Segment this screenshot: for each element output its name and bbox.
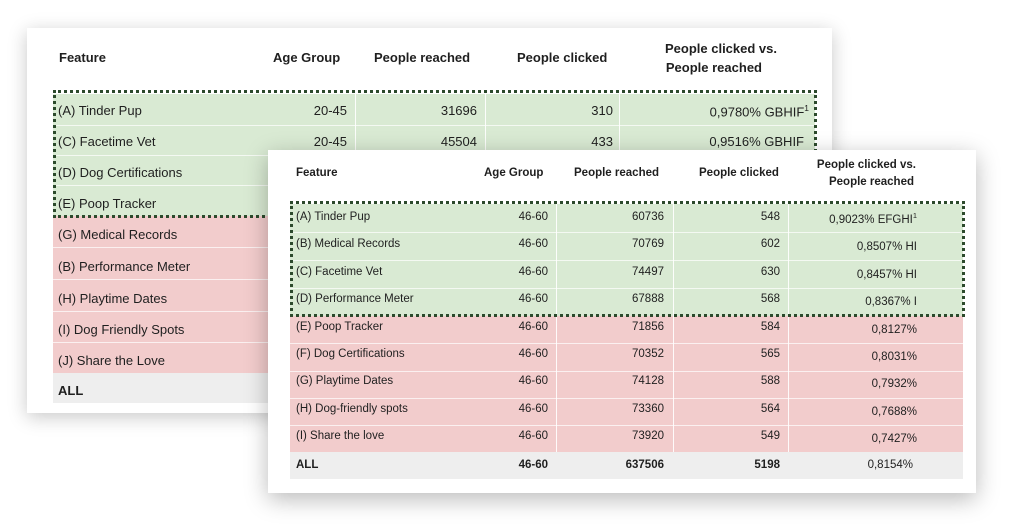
front-row-feature: (H) Dog-friendly spots — [296, 402, 408, 415]
front-row-reached: 73360 — [632, 402, 664, 415]
front-row-clicked: 564 — [760, 402, 780, 415]
back-row-feature: (A) Tinder Pup — [58, 103, 142, 118]
front-row-age: 46-60 — [518, 430, 548, 443]
back-row-age: 20-45 — [313, 103, 347, 118]
front-row-age: 46-60 — [518, 402, 548, 415]
front-total-clicked: 5198 — [754, 459, 780, 471]
back-header-ratio-line1: People clicked vs. — [664, 41, 777, 56]
front-row-ratio: 0,7688% — [871, 405, 917, 418]
front-row-feature: (F) Dog Certifications — [296, 348, 405, 360]
front-row-clicked: 630 — [760, 265, 780, 278]
back-row-feature: (G) Medical Records — [58, 227, 178, 242]
back-row-clicked: 433 — [591, 134, 613, 149]
front-row-feature: (A) Tinder Pup — [296, 211, 371, 223]
front-row-ratio: 0,8127% — [871, 323, 917, 336]
front-row-ratio: 0,9023% EFGHI$^1$ — [829, 211, 917, 226]
back-header-age-group: Age Group — [273, 50, 341, 65]
front-row-age: 46-60 — [518, 265, 548, 278]
front-total-reached: 637506 — [625, 459, 664, 471]
front-row-feature: (B) Medical Records — [296, 238, 401, 251]
back-row-ratio: 0,9516% GBHIF — [709, 134, 804, 149]
front-row-reached: 71856 — [632, 320, 664, 333]
back-header-people-reached: People reached — [374, 50, 471, 65]
front-row-reached: 70352 — [632, 348, 664, 360]
front-header-people-reached: People reached — [574, 167, 660, 179]
front-header-people-clicked: People clicked — [699, 167, 779, 179]
front-row-reached: 74128 — [632, 375, 664, 388]
front-row-clicked: 602 — [760, 238, 780, 251]
back-row-feature: (H) Playtime Dates — [58, 291, 168, 306]
back-row-clicked: 310 — [591, 103, 613, 118]
front-row-reached: 70769 — [632, 238, 664, 251]
front-row-ratio: 0,8457% HI — [856, 268, 917, 281]
back-total-label: ALL — [58, 383, 84, 398]
front-total-ratio: 0,8154% — [867, 459, 913, 471]
front-row-reached: 74497 — [632, 265, 664, 278]
front-row-reached: 73920 — [632, 430, 664, 443]
front-row-clicked: 584 — [760, 320, 780, 333]
back-row-feature: (I) Dog Friendly Spots — [58, 322, 185, 337]
back-row-feature: (C) Facetime Vet — [58, 134, 156, 149]
front-row-reached: 67888 — [632, 293, 664, 306]
front-row-reached: 60736 — [632, 211, 664, 223]
back-row-feature: (E) Poop Tracker — [58, 196, 157, 211]
front-row-age: 46-60 — [518, 320, 548, 333]
front-total-age: 46-60 — [518, 459, 548, 471]
front-row-clicked: 549 — [760, 430, 780, 443]
front-row-age: 46-60 — [518, 348, 548, 360]
back-row-reached: 45504 — [440, 134, 477, 149]
front-row-age: 46-60 — [518, 211, 548, 223]
back-header-feature: Feature — [59, 50, 106, 65]
front-row-ratio: 0,7427% — [871, 433, 917, 446]
front-row-ratio: 0,7932% — [871, 378, 917, 391]
front-header-feature: Feature — [296, 167, 338, 179]
back-row-ratio: 0,9780% GBHIF$^1$ — [709, 103, 809, 120]
front-row-feature: (I) Share the love — [296, 430, 385, 443]
front-row-clicked: 588 — [760, 375, 780, 388]
front-row-age: 46-60 — [518, 293, 548, 306]
front-table-card — [268, 150, 976, 493]
back-row-feature: (D) Dog Certifications — [58, 165, 183, 180]
front-total-label: ALL — [296, 459, 319, 471]
front-row-feature: (G) Playtime Dates — [296, 375, 394, 388]
front-row-clicked: 568 — [760, 293, 780, 306]
front-header-ratio-line2: People reached — [828, 176, 914, 188]
front-row-clicked: 548 — [760, 211, 780, 223]
front-header-age-group: Age Group — [484, 167, 544, 179]
front-row-feature: (D) Performance Meter — [296, 293, 414, 306]
front-row-age: 46-60 — [518, 238, 548, 251]
front-row-ratio: 0,8367% I — [865, 296, 917, 309]
front-row-ratio: 0,8507% HI — [856, 241, 917, 254]
back-header-ratio-line2: People reached — [665, 60, 762, 75]
back-header-people-clicked: People clicked — [517, 50, 608, 65]
front-row-feature: (E) Poop Tracker — [296, 320, 383, 333]
front-row-age: 46-60 — [518, 375, 548, 388]
front-row-clicked: 565 — [760, 348, 780, 360]
back-row-feature: (B) Performance Meter — [58, 259, 191, 274]
back-row-age: 20-45 — [313, 134, 347, 149]
front-row-feature: (C) Facetime Vet — [296, 265, 383, 278]
back-row-reached: 31696 — [440, 103, 477, 118]
front-header-ratio-line1: People clicked vs. — [816, 159, 916, 171]
front-highlight-outline — [290, 201, 965, 317]
back-row-feature: (J) Share the Love — [58, 353, 165, 368]
front-row-ratio: 0,8031% — [871, 350, 917, 363]
